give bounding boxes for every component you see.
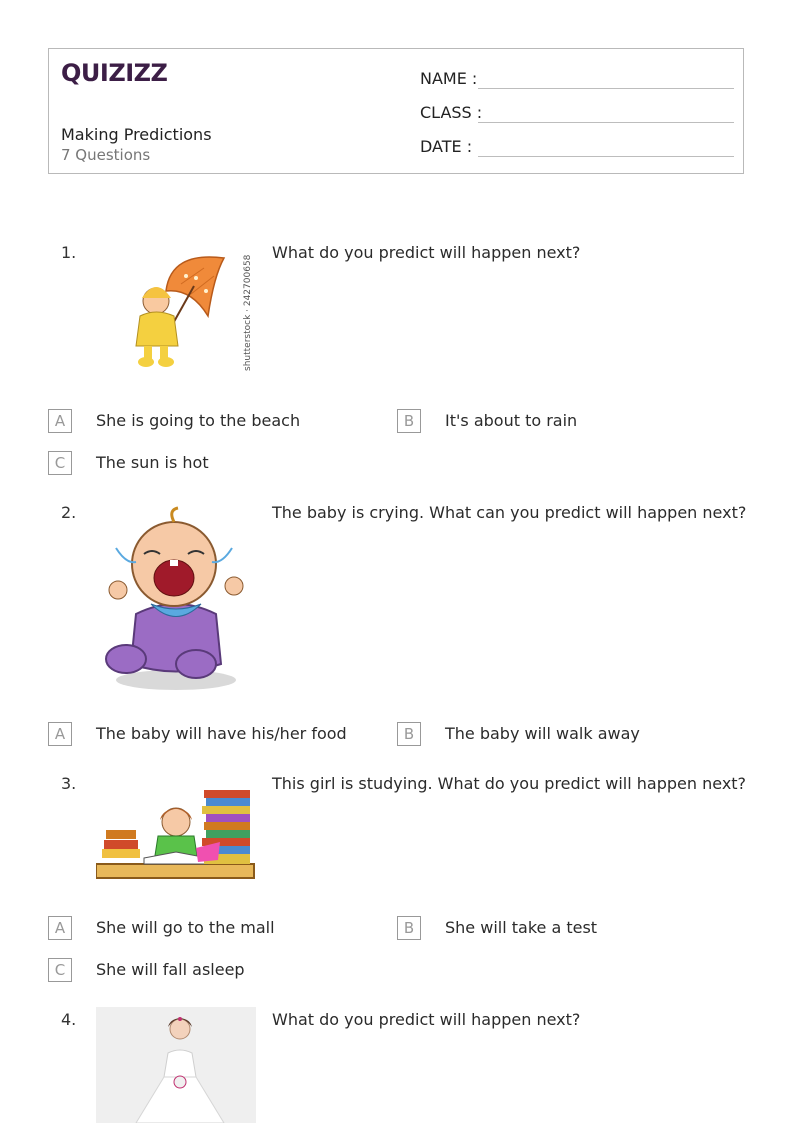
worksheet-title: Making Predictions [61, 125, 212, 144]
image-watermark: shutterstock · 242700658 [243, 254, 253, 371]
date-line [478, 156, 734, 157]
class-line [478, 122, 734, 123]
option-label: She will go to the mall [96, 918, 275, 937]
question-text: What do you predict will happen next? [272, 243, 581, 262]
option-letter-box: A [48, 409, 72, 433]
class-field[interactable] [420, 103, 482, 122]
name-field[interactable] [420, 69, 477, 88]
question-number: 1. [61, 243, 77, 262]
question-number: 4. [61, 1010, 77, 1029]
option-label: The sun is hot [96, 453, 209, 472]
question-text: The baby is crying. What can you predict will happen next? [272, 503, 747, 522]
option-label: She will take a test [445, 918, 598, 937]
option-letter-box: A [48, 722, 72, 746]
option-label: She will fall asleep [96, 960, 245, 979]
question-number: 2. [61, 503, 77, 522]
name-line [478, 88, 734, 89]
option-letter-box: B [397, 409, 421, 433]
option-letter-box: A [48, 916, 72, 940]
option-letter-box: B [397, 916, 421, 940]
option-label: It's about to rain [445, 411, 578, 430]
question-text: What do you predict will happen next? [272, 1010, 581, 1029]
option-letter-box: C [48, 958, 72, 982]
option-label: The baby will have his/her food [96, 724, 347, 743]
worksheet-header [48, 48, 744, 174]
option-letter-box: B [397, 722, 421, 746]
option-letter-box: C [48, 451, 72, 475]
question-count: 7 Questions [61, 146, 151, 164]
question-text: This girl is studying. What do you predict will happen next? [272, 774, 747, 793]
class-label: CLASS : [420, 103, 483, 122]
name-label: NAME : [420, 69, 478, 88]
bride-image [96, 1007, 256, 1123]
date-field[interactable] [420, 137, 472, 156]
option-label: The baby will walk away [445, 724, 640, 743]
girl-umbrella-image [96, 246, 256, 376]
quizizz-logo: QUIZIZZ [61, 59, 168, 87]
option-label: She is going to the beach [96, 411, 301, 430]
crying-baby-image [96, 504, 256, 694]
studying-girl-image [96, 780, 256, 882]
question-number: 3. [61, 774, 77, 793]
date-label: DATE : [420, 137, 473, 156]
